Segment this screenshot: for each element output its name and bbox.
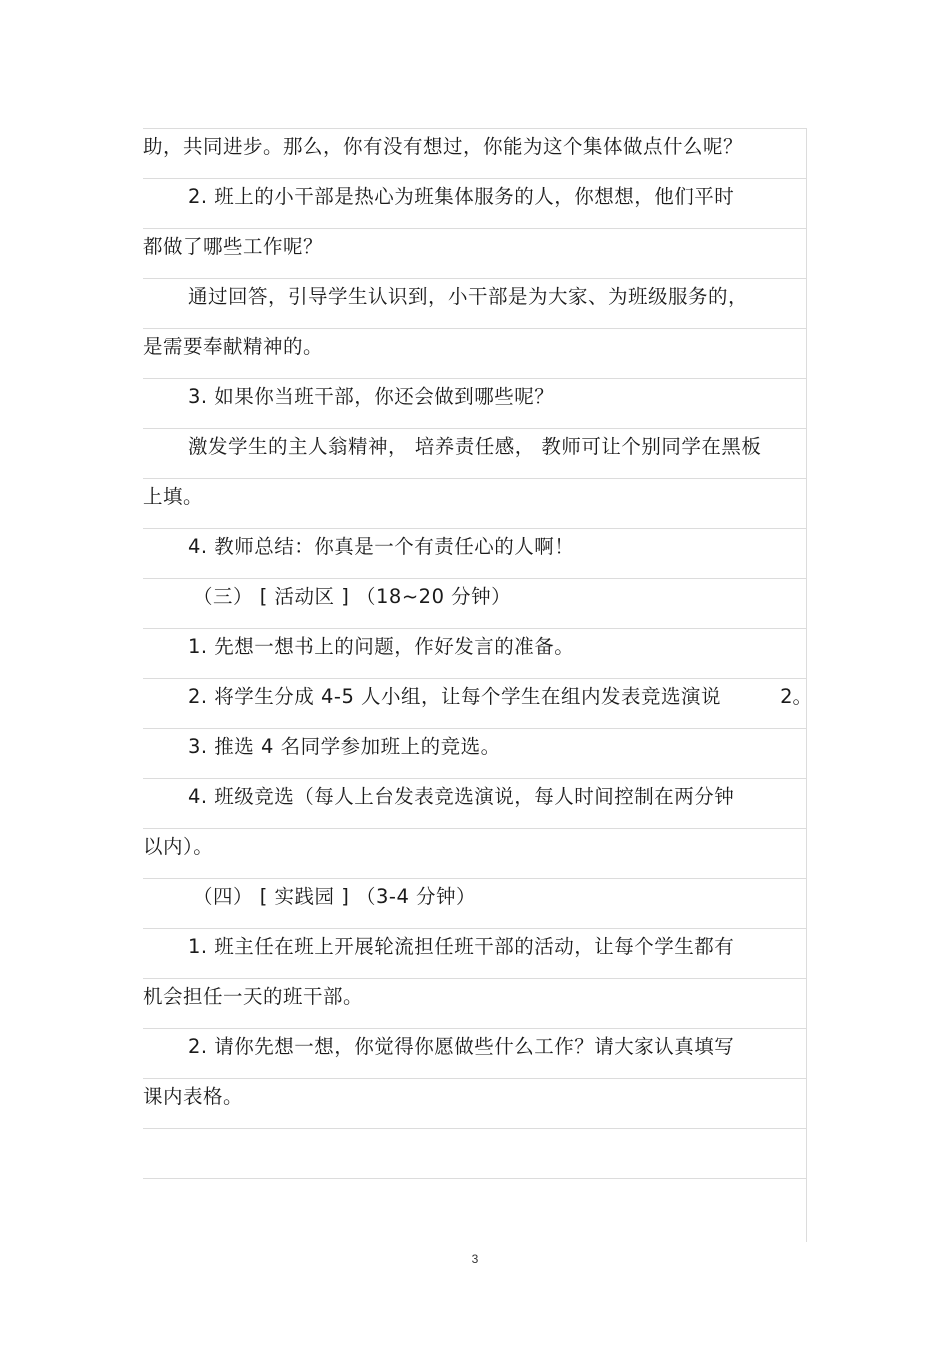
section-heading: （四） [ 实践园 ] （3-4 分钟） [193, 885, 477, 908]
section-heading: （三） [ 活动区 ] （18~20 分钟） [193, 585, 512, 608]
text-row [143, 1078, 807, 1128]
paragraph-line: 是需要奉献精神的。 [143, 335, 324, 358]
paragraph-line: 4. 班级竞选（每人上台发表竞选演说，每人时间控制在两分钟 [188, 785, 735, 808]
text-row [143, 1028, 807, 1078]
text-row [143, 828, 807, 878]
paragraph-line: 上填。 [143, 485, 204, 508]
text-row [143, 478, 807, 528]
text-row [143, 328, 807, 378]
paragraph-line: 1. 先想一想书上的问题，作好发言的准备。 [188, 635, 575, 658]
paragraph-line: 1. 班主任在班上开展轮流担任班干部的活动，让每个学生都有 [188, 935, 735, 958]
paragraph-line: 2. 将学生分成 4-5 人小组，让每个学生在组内发表竞选演说 [188, 685, 722, 708]
paragraph-line: 都做了哪些工作呢？ [143, 235, 324, 258]
paragraph-line: 2. 请你先想一想，你觉得你愿做些什么工作？请大家认真填写 [188, 1035, 735, 1058]
paragraph-line: 3. 如果你当班干部，你还会做到哪些呢？ [188, 385, 555, 408]
paragraph-line: 通过回答，引导学生认识到，小干部是为大家、为班级服务的， [188, 285, 749, 308]
text-row [143, 628, 807, 678]
page-number: 3 [471, 1252, 479, 1266]
text-row [143, 428, 807, 478]
text-row [143, 128, 807, 178]
paragraph-line: 2. 班上的小干部是热心为班集体服务的人，你想想，他们平时 [188, 185, 735, 208]
paragraph-line: 助，共同进步。那么，你有没有想过，你能为这个集体做点什么呢？ [143, 135, 744, 158]
paragraph-line: 4. 教师总结：你真是一个有责任心的人啊！ [188, 535, 575, 558]
text-body [143, 128, 812, 1242]
paragraph-line: 课内表格。 [143, 1085, 244, 1108]
text-row [143, 878, 807, 928]
paragraph-line: 以内）。 [143, 835, 214, 858]
paragraph-line: 激发学生的主人翁精神， 培养责任感， 教师可让个别同学在黑板 [188, 435, 762, 458]
text-row [143, 928, 807, 978]
text-row [143, 678, 812, 728]
text-row [143, 728, 807, 778]
text-row [143, 228, 807, 278]
empty-row [143, 1178, 807, 1242]
text-row [143, 578, 807, 628]
text-row [143, 978, 807, 1028]
paragraph-line: 3. 推选 4 名同学参加班上的竞选。 [188, 735, 501, 758]
line-tail: 2。 [780, 685, 812, 708]
paragraph-line: 机会担任一天的班干部。 [143, 985, 364, 1008]
text-row [143, 278, 807, 328]
text-row [143, 378, 807, 428]
text-row [143, 778, 807, 828]
text-row [143, 178, 807, 228]
empty-row [143, 1128, 807, 1178]
text-row [143, 528, 807, 578]
